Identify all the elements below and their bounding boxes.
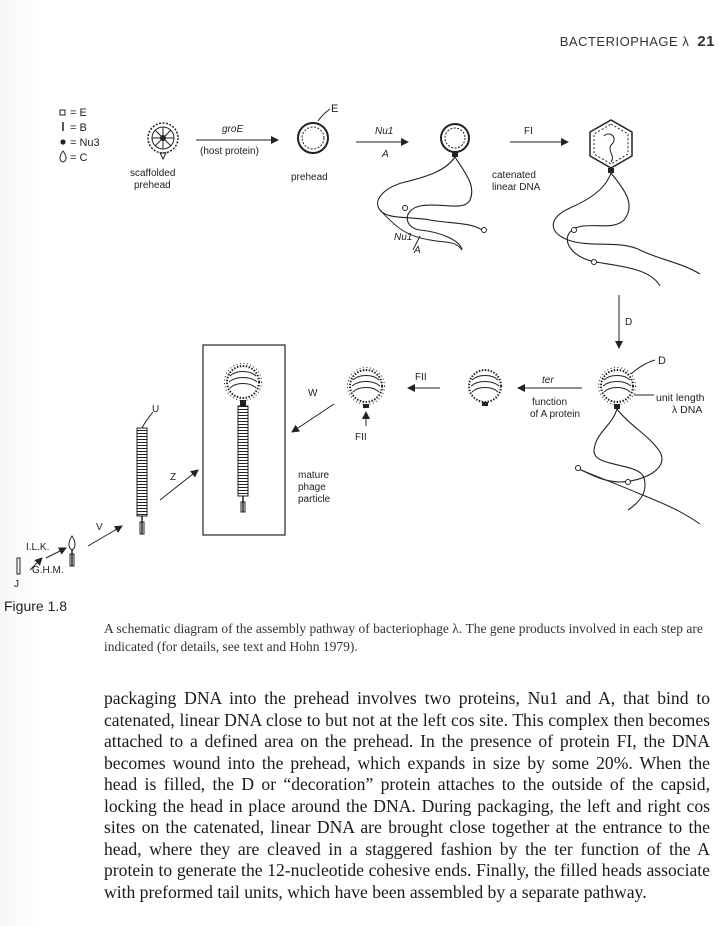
groe-label: groE <box>222 124 244 135</box>
filled-head <box>469 370 501 406</box>
z-arrow <box>160 470 198 500</box>
linear-dna-label: linear DNA <box>492 182 541 193</box>
legend-drop-icon <box>60 151 66 162</box>
function-label: function <box>532 397 568 408</box>
mature-phage <box>225 364 262 513</box>
ghm-label: G.H.M. <box>32 565 64 576</box>
particle-label: particle <box>298 494 331 505</box>
w-arrow <box>292 404 334 432</box>
scaffolded-prehead <box>148 123 178 159</box>
a-label: A <box>382 149 389 160</box>
catenated-label: catenated <box>492 170 536 181</box>
j-label: J <box>14 579 19 590</box>
d-arrow-label: D <box>625 317 633 328</box>
fii-bottom-label: FII <box>355 432 367 443</box>
figure-label: Figure 1.8 <box>4 598 68 614</box>
host-protein-label: (host protein) <box>200 146 259 157</box>
running-title: BACTERIOPHAGE λ <box>559 34 690 49</box>
legend-square-icon <box>60 110 65 115</box>
legend-nu3-text: = Nu3 <box>70 137 100 149</box>
filled-head-d <box>576 360 701 524</box>
scaffolded-label: scaffolded <box>130 168 176 179</box>
legend-e-text: = E <box>70 107 87 119</box>
page-number: 21 <box>697 33 715 50</box>
v-label: V <box>96 522 103 533</box>
ter-label: ter <box>542 375 554 386</box>
nu1-a-sub-label: A <box>414 245 421 256</box>
v-arrow <box>88 526 122 546</box>
z-label: Z <box>170 472 177 483</box>
w-label: W <box>308 388 318 399</box>
fi-label: FI <box>524 126 533 137</box>
expanded-head <box>553 120 700 286</box>
lambda-dna-label: λ DNA <box>672 404 703 416</box>
fii-top-label: FII <box>415 372 427 383</box>
tail-unit <box>137 412 153 534</box>
legend-c-text: = C <box>70 152 88 164</box>
mature-label: mature <box>298 470 330 481</box>
assembly-pathway-figure <box>0 90 719 600</box>
prehead-label: prehead <box>291 172 328 183</box>
ilk-label: I.L.K. <box>26 542 50 553</box>
head-with-fii <box>348 368 385 427</box>
legend-b-text: = B <box>70 122 87 134</box>
running-head <box>560 33 715 50</box>
d-protein-label: D <box>658 355 666 367</box>
unit-length-label: unit length <box>656 392 705 404</box>
legend-dot-icon <box>60 139 65 144</box>
of-a-protein-label: of A protein <box>530 409 581 420</box>
nu1-a-stem-label: Nu1 <box>394 232 413 243</box>
scaffolded-prehead-label: prehead <box>134 180 171 191</box>
e-label: E <box>331 103 339 115</box>
legend <box>60 107 100 164</box>
nu1-label: Nu1 <box>375 126 394 137</box>
figure-caption: A schematic diagram of the assembly pathway of bacteriophage λ. The gene products involved in each step are indicated (for details, see text and Hohn 1979). <box>104 621 703 654</box>
u-label: U <box>152 404 160 415</box>
prehead <box>298 109 330 153</box>
phage-label: phage <box>298 482 326 493</box>
body-paragraph: packaging DNA into the prehead involves two proteins, Nu1 and A, that bind to catenated, linear DNA close to but not at the left cos site. This complex then becomes attached to a defined area on the prehead. In the presence of protein FI, the DNA becomes wound into the prehead, which expands in size by some 20%. When the head is filled, the D or “decoration” protein attaches to the outside of the capsid, locking the head in place around the DNA. During packaging, the left and right cos sites on the catenated, linear DNA are brought close together at the entrance to the head, where they are cleaved in a staggered fashion by the ter function of the A protein to generate the 12-nucleotide cohesive ends. Finally, the filled heads associate with preformed tail units, which have been assembled by a separate pathway. <box>104 688 710 902</box>
